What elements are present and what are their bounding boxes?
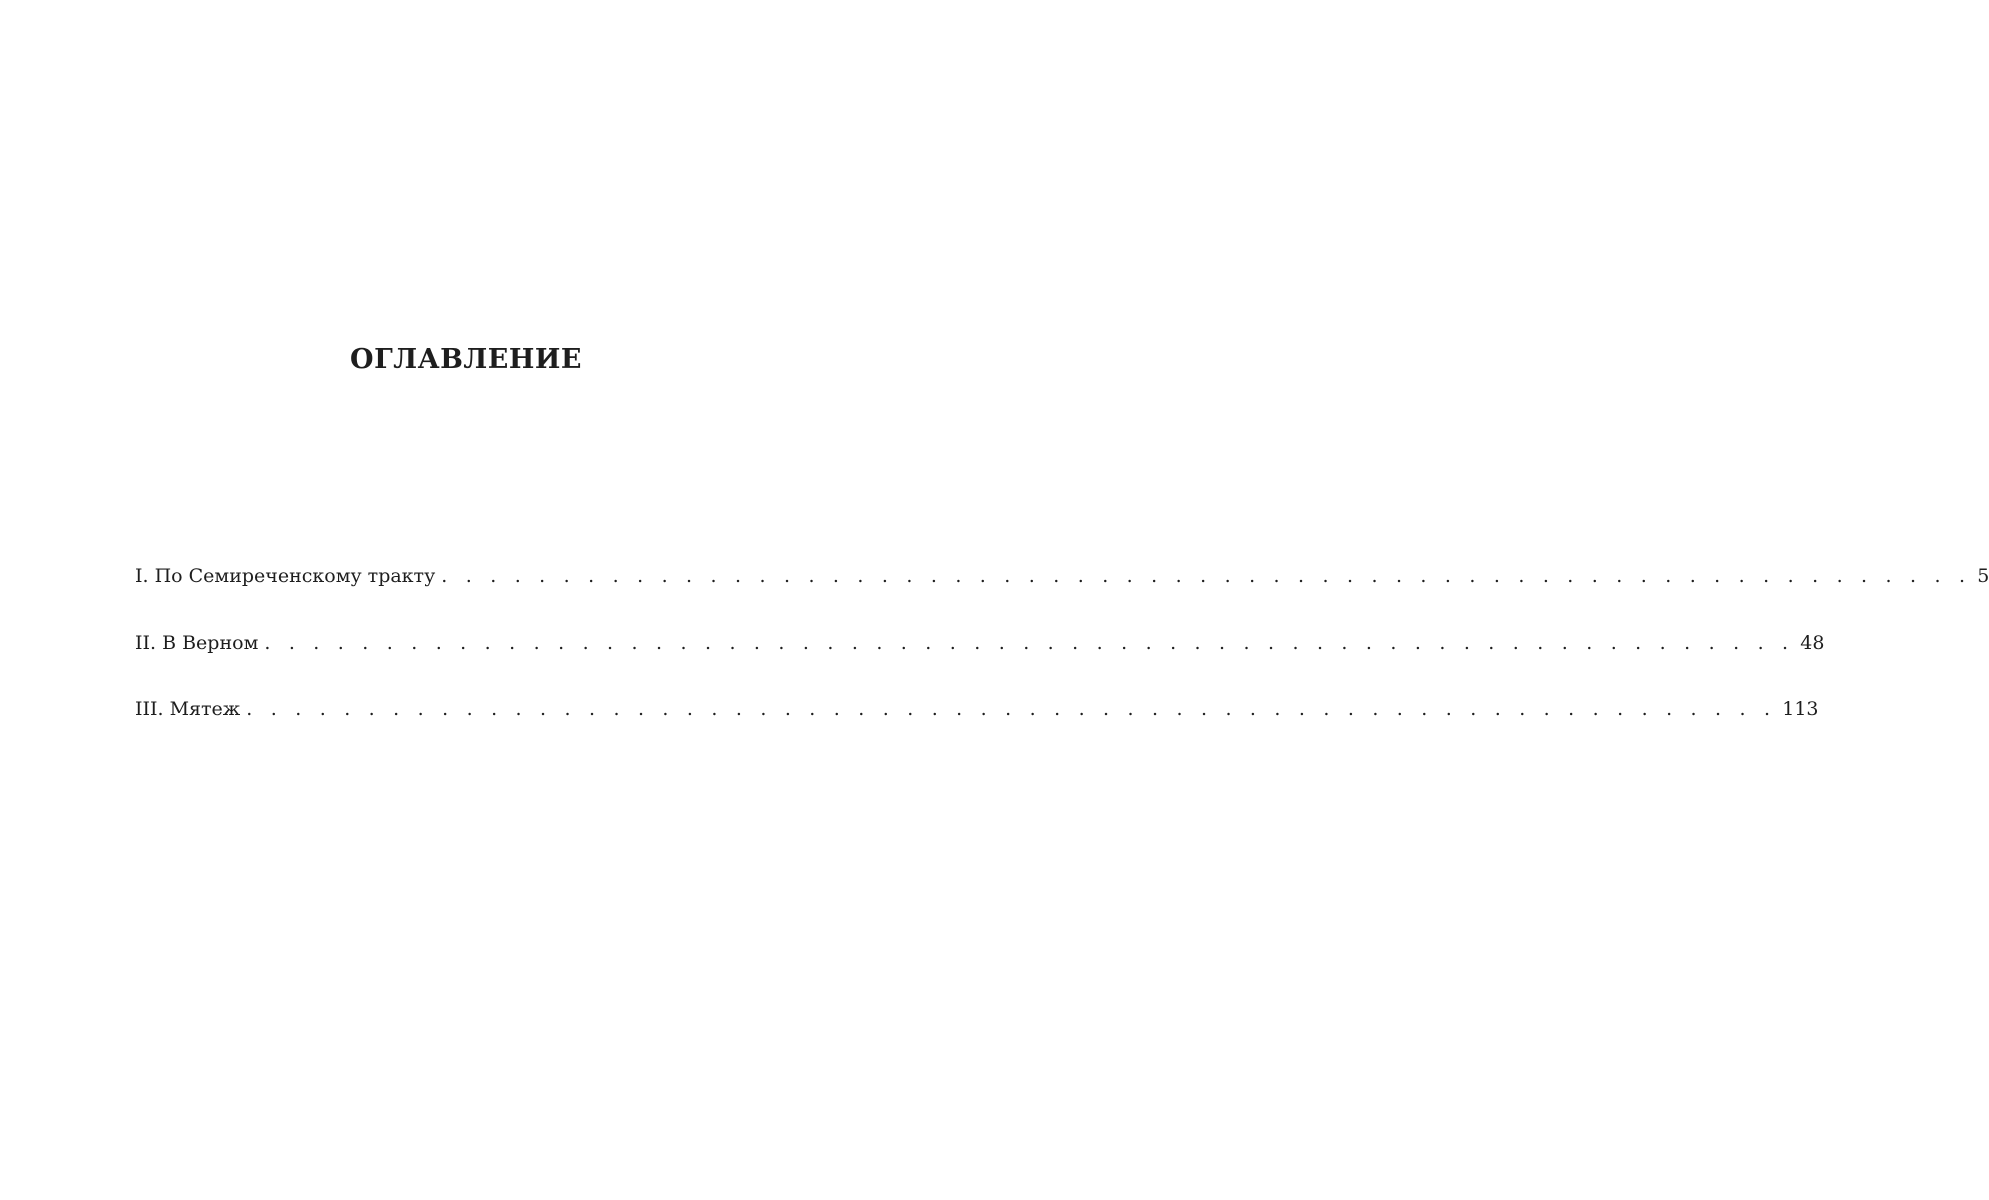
toc-entry-page-number: 48 bbox=[1800, 631, 1825, 654]
table-of-contents bbox=[135, 562, 1989, 762]
dot-leader: . . . . . . . . . . . . . . . . . . . . . . . . . . . . . . . . . . . . . . . . . . . . . . . . . . . . . . . . . . . . . . . bbox=[441, 565, 1972, 587]
toc-entry-page-number: 113 bbox=[1782, 698, 1819, 720]
toc-entry-page-number: 5 bbox=[1977, 565, 1989, 587]
dot-leader: . . . . . . . . . . . . . . . . . . . . . . . . . . . . . . . . . . . . . . . . . . . . . . . . . . . . . . . . . . . . . . . bbox=[264, 631, 1795, 654]
page-title: ОГЛАВЛЕНИЕ bbox=[350, 344, 582, 375]
toc-entry-label: II. В Верном bbox=[135, 631, 259, 654]
toc-entry[interactable] bbox=[135, 695, 1819, 762]
dot-leader: . . . . . . . . . . . . . . . . . . . . . . . . . . . . . . . . . . . . . . . . . . . . . . . . . . . . . . . . . . . . . . . bbox=[246, 698, 1777, 720]
toc-entry[interactable] bbox=[135, 562, 1989, 629]
toc-entry-label: III. Мятеж bbox=[135, 698, 241, 720]
toc-entry-label: I. По Семиреченскому тракту bbox=[135, 565, 436, 587]
toc-entry[interactable] bbox=[135, 629, 1825, 696]
